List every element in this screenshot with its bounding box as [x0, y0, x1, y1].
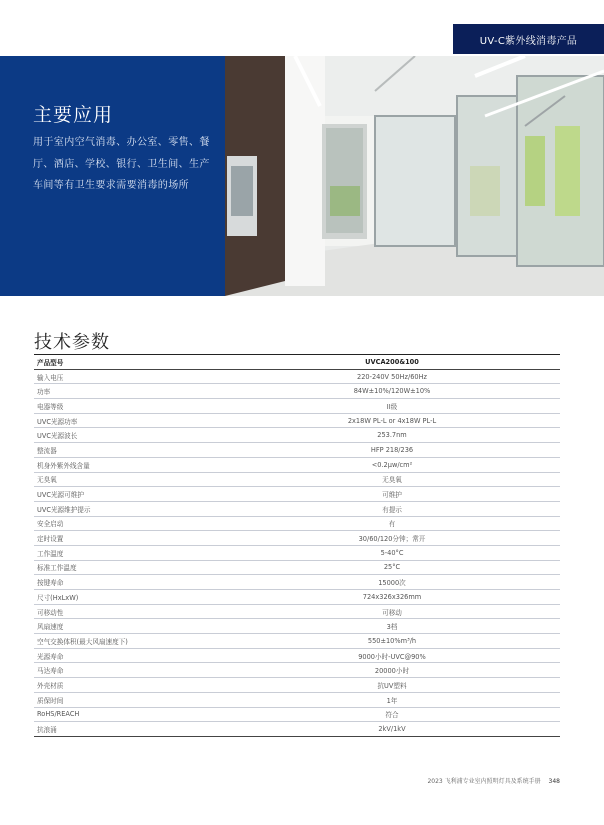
spec-row — [34, 692, 560, 707]
spec-label: 整流器 — [34, 443, 224, 458]
spec-value: 220-240V 50Hz/60Hz — [224, 369, 560, 384]
spec-label: 质保时间 — [34, 692, 224, 707]
spec-label: 外壳材质 — [34, 678, 224, 693]
spec-value: 5-40°C — [224, 545, 560, 560]
spec-row — [34, 545, 560, 560]
spec-row — [34, 487, 560, 502]
specs-title: 技术参数 — [34, 332, 110, 353]
spec-row — [34, 516, 560, 531]
office-lobby-photo — [225, 56, 604, 296]
hero-description-line: 用于室内空气消毒、办公室、零售、餐 — [33, 137, 210, 148]
spec-value: 84W±10%/120W±10% — [224, 384, 560, 399]
spec-row — [34, 575, 560, 590]
spec-value: 有 — [224, 516, 560, 531]
specs-header-row — [34, 355, 560, 370]
spec-value: <0.2μw/cm² — [224, 457, 560, 472]
spec-row — [34, 501, 560, 516]
spec-row — [34, 722, 560, 737]
spec-value: 可移动 — [224, 604, 560, 619]
spec-value: 550±10%m³/h — [224, 634, 560, 649]
spec-label: UVC光源可维护 — [34, 487, 224, 502]
spec-label: 抗浪涌 — [34, 722, 224, 737]
spec-label: 工作温度 — [34, 545, 224, 560]
spec-label: 无臭氧 — [34, 472, 224, 487]
spec-label: 空气交换体积(最大风扇速度下) — [34, 634, 224, 649]
spec-value: II级 — [224, 399, 560, 414]
footer-text: 2023 飞利浦专业室内照明灯具及系统手册 — [427, 778, 541, 785]
page-footer — [427, 776, 560, 785]
spec-label: 按键寿命 — [34, 575, 224, 590]
spec-label: 机身外紫外线含量 — [34, 457, 224, 472]
specs-table — [34, 354, 560, 737]
spec-label: 功率 — [34, 384, 224, 399]
spec-row — [34, 560, 560, 575]
spec-row — [34, 619, 560, 634]
hero-description-line: 厅、酒店、学校、银行、卫生间、生产 — [33, 158, 210, 170]
spec-value: 9000小时-UVC@90% — [224, 648, 560, 663]
spec-value: 抗UV塑料 — [224, 678, 560, 693]
hero-title: 主要应用 — [33, 104, 114, 126]
spec-value: 可维护 — [224, 487, 560, 502]
spec-label: UVC光源功率 — [34, 413, 224, 428]
spec-row — [34, 384, 560, 399]
spec-row — [34, 590, 560, 605]
spec-value: 15000次 — [224, 575, 560, 590]
spec-value: 253.7nm — [224, 428, 560, 443]
spec-label: 风扇速度 — [34, 619, 224, 634]
spec-value: 无臭氧 — [224, 472, 560, 487]
specs-header-value: UVCA200&100 — [224, 355, 560, 370]
spec-row — [34, 531, 560, 546]
spec-label: 马达寿命 — [34, 663, 224, 678]
spec-label: 可移动性 — [34, 604, 224, 619]
spec-label: 输入电压 — [34, 369, 224, 384]
spec-row — [34, 707, 560, 722]
spec-value: 3档 — [224, 619, 560, 634]
spec-value: 20000小时 — [224, 663, 560, 678]
section-tab — [453, 24, 604, 54]
spec-row — [34, 472, 560, 487]
spec-value: HFP 218/236 — [224, 443, 560, 458]
specs-header-label: 产品型号 — [34, 355, 224, 370]
specs-body — [34, 369, 560, 736]
spec-row — [34, 634, 560, 649]
spec-label: 电器等级 — [34, 399, 224, 414]
spec-label: 尺寸(HxLxW) — [34, 590, 224, 605]
spec-label: 标准工作温度 — [34, 560, 224, 575]
spec-row — [34, 648, 560, 663]
spec-row — [34, 369, 560, 384]
spec-label: 定时设置 — [34, 531, 224, 546]
spec-value: 2kV/1kV — [224, 722, 560, 737]
spec-value: 符合 — [224, 707, 560, 722]
spec-row — [34, 604, 560, 619]
hero-description-line: 车间等有卫生要求需要消毒的场所 — [33, 180, 189, 191]
spec-value: 25°C — [224, 560, 560, 575]
spec-row — [34, 663, 560, 678]
spec-label: 安全启动 — [34, 516, 224, 531]
spec-row — [34, 443, 560, 458]
spec-row — [34, 428, 560, 443]
hero-text-panel — [0, 56, 225, 296]
spec-label: UVC光源维护提示 — [34, 501, 224, 516]
spec-row — [34, 413, 560, 428]
hero-description — [33, 132, 211, 197]
spec-row — [34, 399, 560, 414]
section-tab-label: UV-C紫外线消毒产品 — [479, 35, 578, 47]
spec-row — [34, 457, 560, 472]
spec-value: 30/60/120分钟；常开 — [224, 531, 560, 546]
spec-value: 有提示 — [224, 501, 560, 516]
spec-label: UVC光源波长 — [34, 428, 224, 443]
spec-row — [34, 678, 560, 693]
spec-value: 1年 — [224, 692, 560, 707]
hero-banner — [0, 56, 604, 296]
spec-value: 724x326x326mm — [224, 590, 560, 605]
spec-label: 光源寿命 — [34, 648, 224, 663]
page-number: 348 — [548, 778, 560, 785]
spec-value: 2x18W PL-L or 4x18W PL-L — [224, 413, 560, 428]
spec-label: RoHS/REACH — [34, 707, 224, 722]
